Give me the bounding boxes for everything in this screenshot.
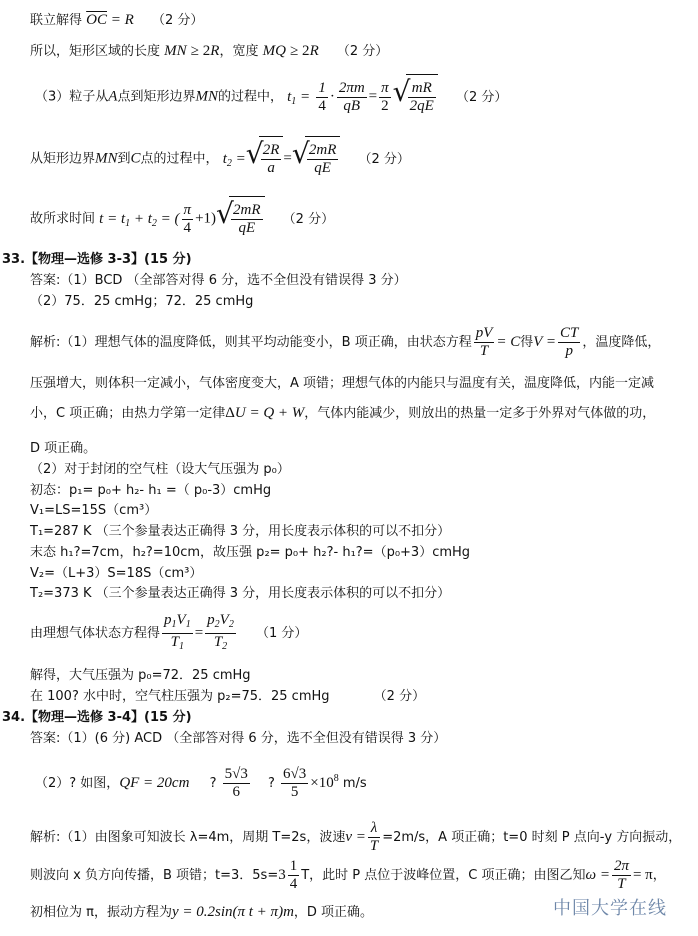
line-13	[30, 461, 290, 479]
math-oc-r: $\overline{OC} = R$	[86, 12, 134, 28]
frac-ct-p: $\frac{CT}{p}$	[560, 325, 579, 359]
text: 的过程中，	[217, 89, 283, 105]
line-15	[30, 502, 157, 520]
text: m/s	[342, 776, 367, 791]
sqrt-2r-a: √ $\frac{2R}{a}$	[248, 136, 284, 182]
text: （2）? 如图，	[35, 776, 120, 791]
section-title: 【物理—选修 3-4】(15 分)	[25, 710, 192, 725]
text: =2m/s，A 项正确；t=0 时刻 P 点向-y 方向振动，	[382, 830, 682, 845]
text: T₁=287 K （三个参量表达正确得 3 分，用长度表示体积的可以不扣分）	[30, 524, 451, 539]
text: 解析:（1）由图象可知波长 λ=4m，周期 T=2s，波速	[30, 830, 346, 845]
section-title: 【物理—选修 3-3】(15 分)	[25, 252, 192, 267]
line-20: 由理想气体状态方程得 $\frac{p_1V_1}{T_1}$ = $\frac{p_2V_2}{T_2}$ （1 分）	[30, 612, 307, 654]
text: 故所求时间	[30, 211, 96, 227]
text: 点到矩形边界	[117, 89, 196, 105]
line-18	[30, 565, 202, 583]
frac-p1v1-t1: $\frac{p_1V_1}{T_1}$	[164, 612, 191, 652]
math-t-sum: $t = t_1 + t_2$ = (	[99, 210, 180, 229]
text: 初态：p₁= p₀+ h₂- h₁ =（ p₀-3）cmHg	[30, 483, 272, 498]
text: 小，C 项正确；由热力学第一定律	[30, 406, 226, 421]
line-11	[30, 404, 655, 423]
score: （1 分）	[255, 626, 308, 641]
text: T，此时 P 点位于波峰位置，C 项正确；由图乙知	[301, 868, 586, 883]
frac-pi-4: $\frac{\pi}{4}$	[183, 201, 192, 236]
math-qf: QF = 20cm	[119, 775, 190, 791]
score: （2 分）	[455, 89, 508, 105]
text: ，气体内能减少，则放出的热量一定多于外界对气体做的功，	[304, 406, 656, 421]
math-mn: MN	[164, 43, 187, 59]
line-1	[30, 11, 203, 30]
score: （2 分）	[282, 211, 335, 227]
line-25	[35, 758, 367, 800]
line-9	[30, 322, 660, 362]
text: V₁=LS=15S（cm³）	[30, 503, 158, 518]
frac-2pi-t: $\frac{2\pi}{T}$	[613, 858, 629, 892]
math-three: 3	[278, 867, 286, 883]
section-33-heading	[2, 251, 192, 269]
line-10	[30, 375, 654, 393]
text: 压强增大，则体积一定减小，气体密度变大，A 项错；理想气体的内能只与温度有关，温度降低，内能一定减	[30, 376, 655, 391]
line-4: 从矩形边界MN到C点的过程中， $t_2$ = √ $\frac{2R}{a}$ = √ $\frac{2mR}{qE}$ （2 分）	[30, 136, 410, 180]
frac-1-4: $\frac{1}{4}$	[289, 858, 298, 892]
text: ?	[267, 776, 275, 791]
text: ?	[209, 776, 217, 791]
section-number: 34.	[2, 710, 26, 725]
line-12	[30, 440, 96, 458]
line-8	[30, 293, 253, 311]
section-number: 33.	[2, 252, 26, 267]
line-26	[30, 817, 681, 857]
text: （2）75．25 cmHg；72．25 cmHg	[30, 294, 254, 309]
text: T₂=373 K （三个参量表达正确得 3 分，用长度表示体积的可以不扣分）	[30, 586, 451, 601]
math-omega: ω =	[585, 867, 610, 883]
math-wave-eq: y = 0.2sin(π t + π)m	[171, 904, 294, 920]
line-19	[30, 585, 450, 603]
watermark: 中国大学在线	[553, 898, 667, 919]
text: 答案:（1）(6 分) ACD （全部答对得 6 分，选不全但没有错误得 3 分）	[30, 731, 447, 746]
math-v: v =	[345, 829, 366, 845]
frac-lambda-t: $\frac{\lambda}{T}$	[369, 820, 379, 854]
line-24	[30, 730, 446, 748]
score: （2 分）	[373, 689, 426, 704]
frac-2pim-qb: $\frac{2\pi m}{qB}$	[338, 79, 365, 114]
text: V₂=（L+3）S=18S（cm³）	[30, 566, 203, 581]
math-mn: MN	[195, 88, 218, 105]
line-27: 则波向 x 负方向传播，B 项错；t=3．5s=3 $\frac{1}{4}$ T，此时 P 点位于波峰位置，C 项正确；由图乙知ω = $\frac{2\pi}{T}$ = π，	[30, 858, 666, 892]
text: ，	[652, 868, 666, 883]
line-22	[30, 688, 425, 706]
math-t1: $t_1$ =	[287, 88, 311, 107]
text: 点的过程中，	[140, 151, 219, 167]
math-ge2: ≥ 2R	[290, 43, 319, 59]
text: 从矩形边界	[30, 151, 96, 167]
math-mn: MN	[95, 150, 118, 167]
text: 解析:（1）理想气体的温度降低，则其平均动能变小，B 项正确，由状态方程	[30, 335, 472, 350]
math-eq-c: = C	[496, 334, 521, 350]
text: 得	[520, 335, 534, 350]
line-7	[30, 272, 407, 290]
text: 联立解得	[30, 13, 83, 28]
text: 解得，大气压强为 p₀=72．25 cmHg	[30, 668, 251, 683]
line-3: （3）粒子从A点到矩形边界MN的过程中， $t_1$ = $\frac{1}{4}$ · $\frac{2\pi m}{qB}$ = $\frac{\pi}{2}$ √ $\frac{mR}{2qE}$ （2 分）	[35, 74, 507, 118]
math-v: V =	[533, 334, 557, 350]
text: 所以，矩形区域的长度	[30, 44, 161, 59]
text: （3）粒子从	[35, 89, 109, 105]
math-a: A	[108, 88, 118, 105]
score: （2 分）	[336, 44, 389, 59]
math-ge: ≥ 2R	[190, 43, 220, 59]
math-c: C	[130, 150, 141, 167]
math-first-law: ΔU = Q + W	[225, 405, 305, 421]
math-t2: $t_2$ =	[222, 150, 246, 169]
text: 到	[117, 151, 131, 167]
frac-5sqrt3-6: $\frac{5√3}{6}$	[224, 766, 248, 800]
sqrt-2mr-qe: √ $\frac{2mR}{qE}$	[294, 136, 341, 182]
math-mq: MQ	[262, 43, 286, 59]
sqrt-2mr-qe: √ $\frac{2mR}{qE}$	[218, 196, 265, 242]
text: ，温度降低，	[582, 335, 661, 350]
sqrt-mr-2qe: √ $\frac{mR}{2qE}$	[395, 74, 438, 120]
text: 初相位为 π，振动方程为	[30, 905, 172, 920]
line-5: 故所求时间 $t = t_1 + t_2$ = ( $\frac{\pi}{4}$ +1) √ $\frac{2mR}{qE}$ （2 分）	[30, 196, 334, 240]
text: 答案:（1）BCD （全部答对得 6 分，选不全但没有错误得 3 分）	[30, 273, 407, 288]
math-times-1e8: $\times 10^8$	[310, 773, 339, 791]
text: D 项正确。	[30, 441, 97, 456]
text: 在 100? 水中时，空气柱压强为 p₂=75．25 cmHg	[30, 689, 330, 704]
text: 由理想气体状态方程得	[30, 626, 161, 641]
frac-pi-2: $\frac{\pi}{2}$	[381, 79, 389, 114]
frac-pv-t: $\frac{pV}{T}$	[475, 325, 493, 359]
text: ，D 项正确。	[293, 905, 374, 920]
frac-1-4: $\frac{1}{4}$	[318, 79, 326, 114]
text: 则波向 x 负方向传播，B 项错；t=3．5s=	[30, 868, 279, 883]
frac-p2v2-t2: $\frac{p_2V_2}{T_2}$	[207, 612, 234, 652]
line-14	[30, 482, 271, 500]
line-28	[30, 903, 373, 922]
score: （2 分）	[358, 151, 410, 167]
text: ，宽度	[219, 44, 259, 59]
text: （2）对于封闭的空气柱（设大气压强为 p₀）	[30, 462, 290, 477]
line-2	[30, 42, 388, 61]
frac-6sqrt3-5: $\frac{6√3}{5}$	[283, 766, 307, 800]
line-16	[30, 523, 450, 541]
text: 末态 h₁?=7cm，h₂?=10cm，故压强 p₂= p₀+ h₂?- h₁?=（p₀+3）cmHg	[30, 545, 471, 560]
line-21	[30, 667, 251, 685]
section-34-heading	[2, 709, 192, 727]
score: （2 分）	[151, 13, 204, 28]
line-17	[30, 544, 470, 562]
